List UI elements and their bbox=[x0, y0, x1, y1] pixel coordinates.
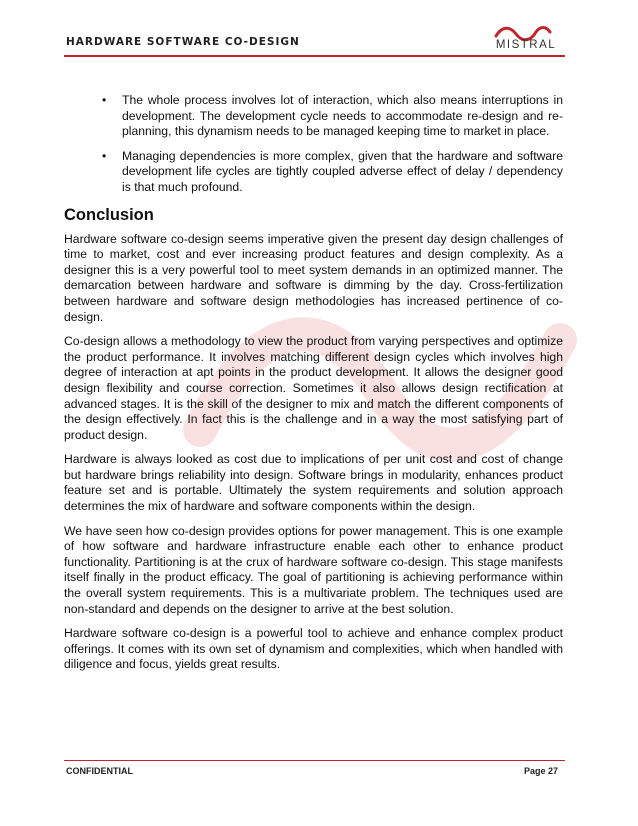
list-item bbox=[102, 148, 563, 196]
bullet-list bbox=[64, 93, 563, 196]
bullet-icon: • bbox=[102, 148, 107, 163]
header-divider bbox=[64, 55, 565, 57]
footer-divider bbox=[64, 760, 565, 761]
bullet-text: The whole process involves lot of interaction, which also means interruptions in development. The development cycle needs to accommodate re-design and re-planning, this dynamism needs to be managed keeping time to market in place. bbox=[122, 93, 563, 139]
paragraph: Hardware is always looked as cost due to implications of per unit cost and cost of change but hardware brings reliability into design. Software brings in modularity, enhances product feature set and is portable. Ultimately the system requirements and solution approach determines the mix of hardware and software components within the design. bbox=[64, 452, 563, 514]
page-header-title: HARDWARE SOFTWARE CO-DESIGN bbox=[66, 36, 300, 48]
list-item bbox=[102, 93, 563, 140]
bullet-icon: • bbox=[102, 93, 107, 107]
footer-confidential: CONFIDENTIAL bbox=[66, 766, 133, 776]
paragraph: Co-design allows a methodology to view the product from varying perspectives and optimize the product performance. It involves matching different design cycles which involves high degree of interaction at apt points in the product development. It allows the designer good design flexibility and course correction. Sometimes it also allows design rectification at advanced stages. It is the skill of the designer to mix and match the different components of the design effectively. In fact this is the challenge and in a way the most satisfying part of product design. bbox=[64, 334, 563, 442]
bullet-text: Managing dependencies is more complex, given that the hardware and software development life cycles are tightly coupled adverse effect of delay / dependency is that much profound. bbox=[122, 148, 563, 194]
page-content bbox=[64, 93, 563, 682]
paragraph: We have seen how co-design provides options for power management. This is one example of how software and hardware infrastructure enable each other to enhance product functionality. Partitioning is at the crux of hardware software co-design. This stage manifests itself finally in the product efficacy. The goal of partitioning is achieving performance within the overall system requirements. This is a multivariate problem. The techniques used are non-standard and depends on the designer to arrive at the best solution. bbox=[64, 523, 563, 616]
paragraph: Hardware software co-design seems imperative given the present day design challenges of time to market, cost and ever increasing product features and design complexity. As a designer this is a very powerful tool to meet system demands in an optimized manner. The demarcation between hardware and software is dimming by the day. Cross-fertilization between hardware and software design methodologies has increased pertinence of co-design. bbox=[64, 231, 563, 324]
section-heading: Conclusion bbox=[64, 205, 154, 224]
paragraph: Hardware software co-design is a powerful tool to achieve and enhance complex product offerings. It comes with its own set of dynamism and complexities, which when handled with diligence and focus, yields great results. bbox=[64, 626, 563, 672]
logo-wordmark: MISTRAL bbox=[495, 39, 557, 51]
page-number: Page 27 bbox=[524, 766, 559, 776]
